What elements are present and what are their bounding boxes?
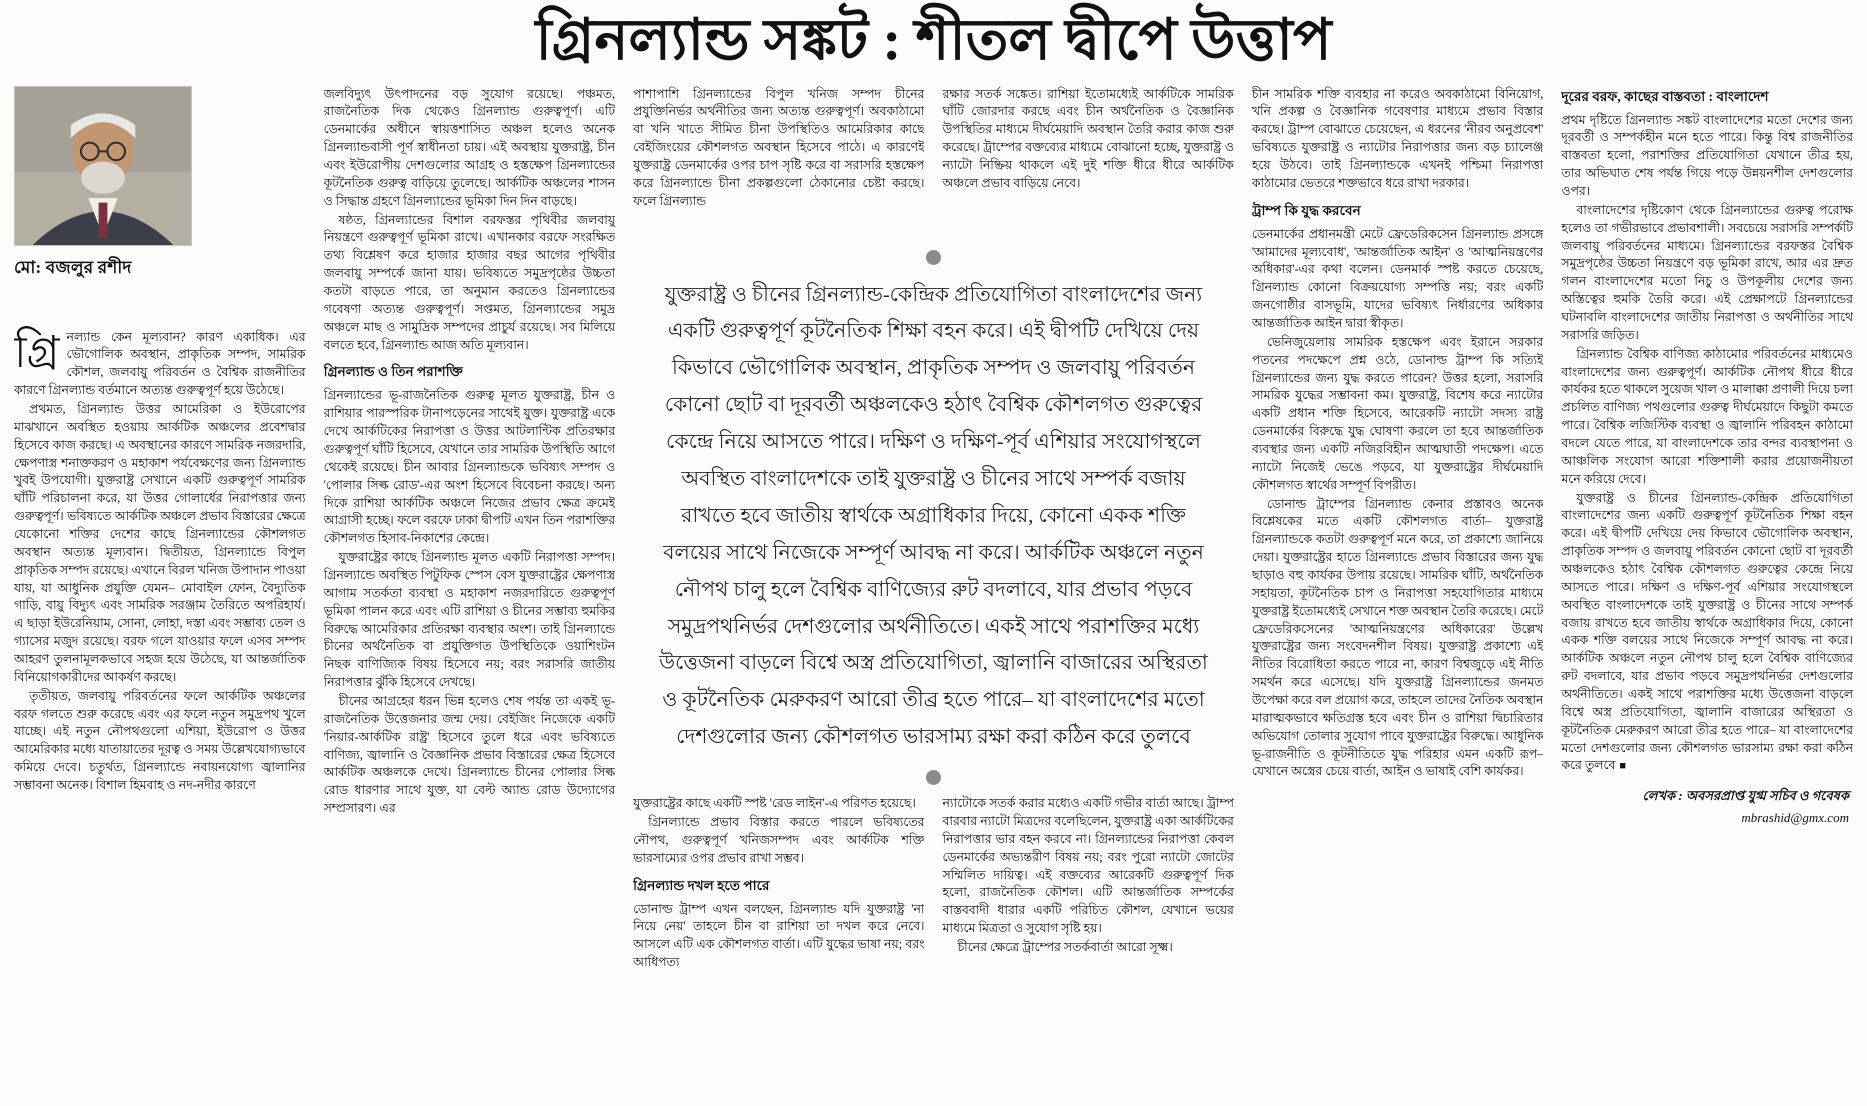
- paragraph: তৃতীয়ত, জলবায়ু পরিবর্তনের ফলে আর্কটিক অঞ্চলের বরফ গলতে শুরু করেছে এবং এর ফলে নতুন সমুদ্রপথ খুলে যাচ্ছে। এই নতুন নৌপথগুলো এশিয়া, ইউরোপ ও উত্তর আমেরিকার মধ্যে যাতায়াতের দূরত্ব ও সময় উল্লেখযোগ্যভাবে কমিয়ে দেবে। চতুর্থত, গ্রিনল্যান্ডে নবায়নযোগ্য জ্বালানির সম্ভাবনা অনেক। বিশাল হিমবাহ ও নদ-নদীর কারণে: [14, 688, 306, 793]
- column-2: [324, 86, 616, 1084]
- paragraph: বাংলাদেশের দৃষ্টিকোণ থেকে গ্রিনল্যান্ডের গুরুত্ব পরোক্ষ হলেও তা গভীরভাবে প্রভাবশালী। সবচেয়ে সরাসরি সম্পর্কটি জলবায়ু পরিবর্তনের মাধ্যমে। গ্রিনল্যান্ডের বরফস্তর বৈশ্বিক সমুদ্রপৃষ্ঠের উচ্চতা নিয়ন্ত্রণে বড় ভূমিকা রাখে, আর এর দ্রুত গলন বাংলাদেশের মতো নিচু ও উপকূলীয় দেশের জন্য অস্তিত্বের হুমকি তৈরি করে। এই প্রেক্ষাপটে গ্রিনল্যান্ডের ঘটনাবলি বাংলাদেশের জাতীয় নিরাপত্তা ও অর্থনীতির সাথে সরাসরি জড়িত।: [1561, 202, 1853, 342]
- paragraph: ডোনাল্ড ট্রাম্পের গ্রিনল্যান্ড কেনার প্রস্তাবও অনেক বিশ্লেষকের মতে একটি কৌশলগত বার্তা– যুক্তরাষ্ট্র গ্রিনল্যান্ডকে কতটা গুরুত্বপূর্ণ মনে করে, তা প্রকাশ্যে জানিয়ে দেয়া। যুক্তরাষ্ট্রের হাতে গ্রিনল্যান্ডে প্রভাব বিস্তারের জন্য যুদ্ধ ছাড়াও বহু কার্যকর উপায় রয়েছে। সামরিক ঘাঁটি, অর্থনৈতিক সহায়তা, কূটনৈতিক চাপ ও নিরাপত্তা সহযোগিতার মাধ্যমে যুক্তরাষ্ট্র ইতোমধ্যেই সেখানে শক্ত অবস্থান তৈরি করেছে। মেটে ফ্রেডেরিকসেনের 'আত্মনিয়ন্ত্রণের অধিকারের' উল্লেখ যুক্তরাষ্ট্রের জন্য সংবেদনশীল বিষয়। যুক্তরাষ্ট্র প্রকাশ্যে এই নীতির বিরোধিতা করতে পারে না, কারণ বিশ্বজুড়ে এই নীতি সমর্থন করে এসেছে। যদি যুক্তরাষ্ট্র গ্রিনল্যান্ডের জনমত উপেক্ষা করে বল প্রয়োগ করে, তাহলে তাদের নৈতিক অবস্থান মারাত্মকভাবে ক্ষতিগ্রস্ত হবে এবং চীন ও রাশিয়া দ্বিচারিতার অভিযোগ তোলার সুযোগ পাবে যুক্তরাষ্ট্রের বিরুদ্ধে। আধুনিক ভূ-রাজনীতি ও কূটনীতিতে যুদ্ধ পরিহার এমন একটি রূপ– যেখানে অস্ত্রের চেয়ে বার্তা, আইন ও ভাষাই বেশি কার্যকর।: [1251, 496, 1544, 779]
- column-6: [1561, 86, 1853, 1084]
- article-headline: গ্রিনল্যান্ড সঙ্কট : শীতল দ্বীপে উত্তাপ: [535, 9, 1332, 72]
- paragraph: প্রথম দৃষ্টিতে গ্রিনল্যান্ড সঙ্কট বাংলাদেশের মতো দেশের জন্য দূরবর্তী ও সম্পর্কহীন মনে হতে পারে। কিন্তু বিশ্ব রাজনীতির বাস্তবতা হলো, পরাশক্তির প্রতিযোগিতা যেখানে তীব্র হয়, তার অভিঘাত শেষ পর্যন্ত গিয়ে পড়ে উন্নয়নশীল দেশগুলোর ওপর।: [1561, 112, 1853, 198]
- subhead-bangladesh: দূরের বরফ, কাছের বাস্তবতা : বাংলাদেশ: [1561, 88, 1769, 104]
- quote-bottom-dot: [926, 770, 941, 785]
- paragraph: চীন সামরিক শক্তি ব্যবহার না করেও অবকাঠামো বিনিয়োগ, খনি প্রকল্প ও বৈজ্ঞানিক গবেষণার মাধ্যমে প্রভাব বিস্তার করছে। ট্রাম্প বোঝাতে চেয়েছেন, এ ধরনের 'নীরব অনুপ্রবেশ' ভবিষ্যতে যুক্তরাষ্ট্র ও ন্যাটোর নিরাপত্তার জন্য বড় চ্যালেঞ্জ হয়ে উঠবে। তাই গ্রিনল্যান্ডকে এখনই পশ্চিমা নিরাপত্তা কাঠামোর ভেতরে শক্তভাবে ধরে রাখা দরকার।: [1251, 86, 1544, 190]
- paragraph: গ্রিনল্যান্ডে প্রভাব বিস্তার করতে পারলে ভবিষ্যতের নৌপথ, গুরুত্বপূর্ণ খনিজসম্পদ এবং আর্কটিক শক্তি ভারসাম্যের ওপর প্রভাব রাখা সম্ভব।: [633, 814, 925, 865]
- column-3-bottom: [633, 795, 924, 1083]
- paragraph: ন্যাটোকে সতর্ক করার মধ্যেও একটি গভীর বার্তা আছে। ট্রাম্প বারবার ন্যাটো মিত্রদের বলেছিলেন, যুক্তরাষ্ট্র একা আর্কটিকের নিরাপত্তার ভার বহন করবে না। গ্রিনল্যান্ডের নিরাপত্তা কেবল ডেনমার্কের অভ্যন্তরীণ বিষয় নয়; বরং পুরো ন্যাটো জোটের সম্মিলিত দায়িত্ব। এই বক্তব্যের আরেকটি গুরুত্বপূর্ণ দিক হলো, রাজনৈতিক কৌশল। এটি আন্তর্জাতিক সম্পর্কের বাস্তববাদী ধারার একটি পরিচিত কৌশল, যেখানে ভয়ের মাধ্যমে মিত্রতা ও সুযোগ সৃষ্টি হয়।: [942, 796, 1234, 936]
- article-columns: [14, 86, 1853, 1084]
- paragraph: গ্রিনল্যান্ড বৈশ্বিক বাণিজ্য কাঠামোর পরিবর্তনের মাধ্যমেও বাংলাদেশের জন্য গুরুত্বপূর্ণ। আর্কটিক নৌপথ ধীরে ধীরে কার্যকর হতে থাকলে সুয়েজ খাল ও মালাক্কা প্রণালী দিয়ে চলা প্রচলিত বাণিজ্য পথগুলোর গুরুত্ব দীর্ঘমেয়াদে কিছুটা কমতে পারে। বৈশ্বিক লজিস্টিক ব্যবস্থা ও জ্বালানি পরিবহন কাঠামো বদলে যেতে পারে, যা বাংলাদেশকে তার বন্দর ব্যবস্থাপনা ও আঞ্চলিক সংযোগ আরো শক্তিশালী করার প্রয়োজনীয়তা মনে করিয়ে দেবে।: [1561, 346, 1853, 486]
- author-credit: [1561, 787, 1853, 826]
- paragraph: চীনের আগ্রহের ধরন ভিন্ন হলেও শেষ পর্যন্ত তা একই ভূ-রাজনৈতিক উত্তেজনার জন্ম দেয়। বেইজিং নিজেকে একটি 'নিয়ার-আর্কটিক রাষ্ট্র' হিসেবে তুলে ধরে এবং ভবিষ্যতে বাণিজ্য, জ্বালানি ও বৈজ্ঞানিক প্রভাব বিস্তারের ক্ষেত্র হিসেবে আর্কটিক অঞ্চলকে দেখে। গ্রিনল্যান্ডে চীনের পোলার সিল্ক রোড ধারণার সাথে যুক্ত, যা বেল্ট অ্যান্ড রোড উদ্যোগের সম্প্রসারণ। এর: [323, 694, 616, 816]
- column-3-4-block: [633, 86, 1234, 1084]
- mid-top-row: [633, 86, 1234, 238]
- paragraph: [1561, 490, 1853, 776]
- paragraph: প্রথমত, গ্রিনল্যান্ড উত্তর আমেরিকা ও ইউরোপের মাঝখানে অবস্থিত হওয়ায় আর্কটিক অঞ্চলের প্রবেশদ্বার হিসেবে কাজ করছে। এ অবস্থানের কারণে সামরিক নজরদারি, ক্ষেপণাস্ত্র শনাক্তকরণ ও মহাকাশ পর্যবেক্ষণের জন্য গ্রিনল্যান্ড খুবই উপযোগী। যুক্তরাষ্ট্র সেখানে একটি গুরুত্বপূর্ণ সামরিক ঘাঁটি পরিচালনা করে, যা উত্তর গোলার্ধের নিরাপত্তার জন্য গুরুত্বপূর্ণ। ভবিষ্যতে আর্কটিক অঞ্চলে প্রভাব বিস্তারের ক্ষেত্রে যেকোনো শক্তির দেশের কাছে গ্রিনল্যান্ডের কৌশলগত অবস্থান অত্যন্ত মূল্যবান। দ্বিতীয়ত, গ্রিনল্যান্ডে বিপুল প্রাকৃতিক সম্পদ রয়েছে। এখানে বিরল খনিজ উপাদান পাওয়া যায়, যা আধুনিক প্রযুক্তি যেমন– মোবাইল ফোন, বৈদ্যুতিক গাড়ি, বায়ু বিদ্যুৎ এবং সামরিক সরঞ্জাম তৈরিতে অপরিহার্য। এ ছাড়া ইউরেনিয়াম, সোনা, লোহা, দস্তা এবং সম্ভাব্য তেল ও গ্যাসের মজুদ রয়েছে। বরফ গলে যাওয়ার ফলে এসব সম্পদ আহরণ তুলনামূলকভাবে সহজ হয়ে উঠেছে, যা আন্তর্জাতিক বিনিয়োগকারীদের আকর্ষণ করছে।: [14, 401, 306, 684]
- author-photo: [14, 86, 192, 246]
- subhead-occupation: গ্রিনল্যান্ড দখল হতে পারে: [633, 877, 770, 893]
- paragraph-text: নল্যান্ড কেন মূল্যবান? কারণ একাধিক। এর ভৌগোলিক অবস্থান, প্রাকৃতিক সম্পদ, সামরিক কৌশল, জলবায়ু পরিবর্তন ও বৈশ্বিক রাজনীতির কারণে গ্রিনল্যান্ড বর্তমানে অত্যন্ত গুরুত্বপূর্ণ হয়ে উঠেছে।: [14, 329, 306, 398]
- column-5: [1252, 86, 1544, 1084]
- end-mark: ■: [1619, 760, 1627, 773]
- paragraph-text: যুক্তরাষ্ট্র ও চীনের গ্রিনল্যান্ড-কেন্দ্রিক প্রতিযোগিতা বাংলাদেশের জন্য একটি গুরুত্বপূর্ণ কূটনৈতিক শিক্ষা বহন করে। এই দ্বীপটি দেখিয়ে দেয় কিভাবে ভৌগোলিক অবস্থান, প্রাকৃতিক সম্পদ ও জলবায়ু পরিবর্তন কোনো ছোট বা দূরবর্তী অঞ্চলকেও হঠাৎ বৈশ্বিক কৌশলগত গুরুত্বের কেন্দ্রে নিয়ে আসতে পারে। দক্ষিণ ও দক্ষিণ-পূর্ব এশিয়ার সংযোগস্থলে অবস্থিত বাংলাদেশকে তাই যুক্তরাষ্ট্র ও চীনের সাথে সম্পর্ক বজায় রাখতে হবে জাতীয় স্বার্থকে অগ্রাধিকার দিয়ে, কোনো একক শক্তি বলয়ের সাথে নিজেকে সম্পূর্ণ আবদ্ধ না করে। আর্কটিক অঞ্চলে নতুন নৌপথ চালু হলে বৈশ্বিক বাণিজ্যের রুট বদলাবে, যার প্রভাব পড়বে সমুদ্রপথনির্ভর দেশগুলোর অর্থনীতিতে। একই সাথে পরাশক্তির মধ্যে উত্তেজনা বাড়লে বিশ্বে অস্ত্র প্রতিযোগিতা, জ্বালানি বাজারের অস্থিরতা ও কূটনৈতিক মেরুকরণ আরো তীব্র হতে পারে– যা বাংলাদেশের মতো দেশগুলোর জন্য কৌশলগত ভারসাম্য রক্ষা করা কঠিন করে তুলবে: [1561, 490, 1853, 773]
- pull-quote-text: যুক্তরাষ্ট্র ও চীনের গ্রিনল্যান্ড-কেন্দ্রিক প্রতিযোগিতা বাংলাদেশের জন্য একটি গুরুত্বপূর্ণ কূটনৈতিক শিক্ষা বহন করে। এই দ্বীপটি দেখিয়ে দেয় কিভাবে ভৌগোলিক অবস্থান, প্রাকৃতিক সম্পদ ও জলবায়ু পরিবর্তন কোনো ছোট বা দূরবর্তী অঞ্চলকেও হঠাৎ বৈশ্বিক কৌশলগত গুরুত্বের কেন্দ্রে নিয়ে আসতে পারে। দক্ষিণ ও দক্ষিণ-পূর্ব এশিয়ার সংযোগস্থলে অবস্থিত বাংলাদেশকে তাই যুক্তরাষ্ট্র ও চীনের সাথে সম্পর্ক বজায় রাখতে হবে জাতীয় স্বার্থকে অগ্রাধিকার দিয়ে, কোনো একক শক্তি বলয়ের সাথে নিজেকে সম্পূর্ণ আবদ্ধ না করে। আর্কটিক অঞ্চলে নতুন নৌপথ চালু হলে বৈশ্বিক বাণিজ্যের রুট বদলাবে, যার প্রভাব পড়বে সমুদ্রপথনির্ভর দেশগুলোর অর্থনীতিতে। একই সাথে পরাশক্তির মধ্যে উত্তেজনা বাড়লে বিশ্বে অস্ত্র প্রতিযোগিতা, জ্বালানি বাজারের অস্থিরতা ও কূটনৈতিক মেরুকরণ আরো তীব্র হতে পারে– যা বাংলাদেশের মতো দেশগুলোর জন্য কৌশলগত ভারসাম্য রক্ষা করা কঠিন করে তুলবে: [659, 283, 1208, 749]
- mid-bottom-row: [633, 795, 1234, 1083]
- credit-email: mbrashid@gmx.com: [1741, 810, 1849, 826]
- author-name: মো: বজলুর রশীদ: [14, 257, 132, 277]
- quote-top-dot: [926, 250, 941, 265]
- paragraph: যুক্তরাষ্ট্রের কাছে একটি স্পষ্ট 'রেড লাইন'-এ পরিণত হয়েছে।: [633, 796, 916, 811]
- paragraph: পাশাপাশি গ্রিনল্যান্ডের বিপুল খনিজ সম্পদ চীনের প্রযুক্তিনির্ভর অর্থনীতির জন্য অত্যন্ত গুরুত্বপূর্ণ। অবকাঠামো বা খনি খাতে সীমিত চীনা উপস্থিতিও আমেরিকার কাছে বেইজিংয়ের কৌশলগত অবস্থান হিসেবে পাঠে। এ কারণেই যুক্তরাষ্ট্র ডেনমার্কের ওপর চাপ সৃষ্টি করে বা সরাসরি হস্তক্ষেপ করে গ্রিনল্যান্ডে চীনা প্রকল্পগুলো ঠেকানোর চেষ্টা করছে। ফলে গ্রিনল্যান্ড: [633, 86, 925, 208]
- paragraph: চীনের ক্ষেত্রে ট্রাম্পের সতর্কবার্তা আরো সূক্ষ্ম।: [957, 940, 1173, 954]
- credit-label: লেখক : অবসরপ্রাপ্ত যুগ্ম সচিব ও গবেষক: [1642, 788, 1849, 804]
- paragraph: ডেনমার্কের প্রধানমন্ত্রী মেটে ফ্রেডেরিকসেন গ্রিনল্যান্ড প্রসঙ্গে 'আমাদের মূল্যবোধ', 'আন্তর্জাতিক আইন' ও 'আত্মনিয়ন্ত্রণের অধিকার'-এর কথা বলেন। ডেনমার্ক স্পষ্ট করতে চেয়েছে, গ্রিনল্যান্ড কোনো বিক্রয়যোগ্য সম্পত্তি নয়; বরং একটি জনগোষ্ঠীর বাসভূমি, যাদের ভবিষ্যৎ নির্ধারণের অধিকার আন্তর্জাতিক আইন দ্বারা স্বীকৃত।: [1251, 226, 1544, 330]
- paragraph: ভেনিজুয়েলায় সামরিক হস্তক্ষেপ এবং ইরানে সরকার পতনের পদক্ষেপে প্রশ্ন ওঠে, ডোনাল্ড ট্রাম্প কি সত্যিই গ্রিনল্যান্ডের জন্য যুদ্ধ করতে পারেন? উত্তর হলো, সরাসরি সামরিক যুদ্ধের সম্ভাবনা কম। যুক্তরাষ্ট্র, বিশেষ করে ন্যাটোর একটি প্রধান শক্তি হিসেবে, আরেকটি ন্যাটো সদস্য রাষ্ট্র ডেনমার্কের বিরুদ্ধে যুদ্ধ ঘোষণা করলে তা হবে আন্তর্জাতিক ব্যবস্থার জন্য একটি নজিরবিহীন আত্মঘাতী পদক্ষেপ। এতে ন্যাটো নিজেই ভেঙে পড়বে, যা যুক্তরাষ্ট্রের দীর্ঘমেয়াদি কৌশলগত স্বার্থের সম্পূর্ণ বিপরীত।: [1251, 334, 1544, 492]
- subhead-three-superpowers: গ্রিনল্যান্ড ও তিন পরাশক্তি: [323, 364, 463, 380]
- paragraph: ষষ্ঠত, গ্রিনল্যান্ডের বিশাল বরফস্তর পৃথিবীর জলবায়ু নিয়ন্ত্রণে গুরুত্বপূর্ণ ভূমিকা রাখে। এখানকার বরফে সংরক্ষিত তথ্য বিশ্লেষণ করে হাজার হাজার বছর আগের পৃথিবীর জলবায়ু সম্পর্কে জানা যায়। ভবিষ্যতে সমুদ্রপৃষ্ঠের উচ্চতা কতটা বাড়তে পারে, তা অনুমান করতেও গ্রিনল্যান্ডের গবেষণা অত্যন্ত গুরুত্বপূর্ণ। সপ্তমত, গ্রিনল্যান্ডের সমুদ্র অঞ্চলে মাছ ও সামুদ্রিক সম্পদের প্রাচুর্য রয়েছে। সব মিলিয়ে বলতে হবে, গ্রিনল্যান্ড আজ অতি মূল্যবান।: [323, 212, 616, 352]
- subhead-trump-war: ট্রাম্প কি যুদ্ধ করবেন: [1251, 202, 1361, 218]
- drop-cap: গ্রি: [14, 327, 60, 377]
- column-1: [14, 86, 306, 1084]
- paragraph: ডোনাল্ড ট্রাম্প এখন বলছেন, গ্রিনল্যান্ড যদি যুক্তরাষ্ট্র 'না নিয়ে নেয়' তাহলে চীন বা রাশিয়া তা দখল করে নেবে। আসলে এটি এক কৌশলগত বার্তা। এটি যুদ্ধের ভাষা নয়; বরং আধিপত্য: [633, 901, 925, 970]
- column-4-top: [942, 86, 1233, 238]
- column-4-bottom: [942, 795, 1233, 1083]
- paragraph: [14, 329, 306, 400]
- pull-quote-block: [633, 238, 1234, 796]
- paragraph: গ্রিনল্যান্ডের ভূ-রাজনৈতিক গুরুত্ব মূলত যুক্তরাষ্ট্র, চীন ও রাশিয়ার পারস্পরিক টানাপড়েনের সাথেই যুক্ত। যুক্তরাষ্ট্র একে দেখে আর্কটিকের নিরাপত্তা ও উত্তর আটলান্টিক প্রতিরক্ষার গুরুত্বপূর্ণ ঘাঁটি হিসেবে, যেখানে তার সামরিক উপস্থিতি আগে থেকেই রয়েছে। চীন আবার গ্রিনল্যান্ডকে ভবিষ্যৎ সম্পদ ও 'পোলার সিল্ক রোড'-এর অংশ হিসেবে বিবেচনা করছে। অন্য দিকে রাশিয়া আর্কটিক অঞ্চলে নিজের প্রভাব ক্ষেত্র ক্রমেই আগ্রাসী হচ্ছে। ফলে বরফে ঢাকা দ্বীপটি এখন তিন পরাশক্তির কৌশলগত হিসাব-নিকাশের কেন্দ্রে।: [323, 388, 616, 546]
- column-3-top: [633, 86, 924, 238]
- paragraph: যুক্তরাষ্ট্রের কাছে গ্রিনল্যান্ড মূলত একটি নিরাপত্তা সম্পদ। গ্রিনল্যান্ডে অবস্থিত পিটুফিক স্পেস বেস যুক্তরাষ্ট্রের ক্ষেপণাস্ত্র আগাম সতর্কতা ব্যবস্থা ও মহাকাশ নজরদারিতে গুরুত্বপূর্ণ ভূমিকা পালন করে এবং এটি রাশিয়া ও চীনের সম্ভাব্য হুমকির বিরুদ্ধে আমেরিকার প্রতিরক্ষা ব্যবস্থার অংশ। তাই গ্রিনল্যান্ডে চীনের অর্থনৈতিক বা প্রযুক্তিগত উপস্থিতিকে ওয়াশিংটন নিছক বাণিজ্যিক বিষয় হিসেবে নয়; বরং সরাসরি জাতীয় নিরাপত্তার ঝুঁকি হিসেবে দেখছে।: [323, 550, 616, 690]
- paragraph: রক্ষার সতর্ক সঙ্কেত। রাশিয়া ইতোমধ্যেই আর্কটিকে সামরিক ঘাঁটি জোরদার করছে এবং চীন অর্থনৈতিক ও বৈজ্ঞানিক উপস্থিতির মাধ্যমে দীর্ঘমেয়াদি অবস্থান তৈরি করার কাজ শুরু করেছে। ট্রাম্পের বক্তব্যের মাধ্যমে বোঝানো হচ্ছে, যুক্তরাষ্ট্র ও ন্যাটো নিষ্ক্রিয় থাকলে এই দুই শক্তি ধীরে ধীরে আর্কটিক অঞ্চলে প্রভাব বাড়িয়ে নেবে।: [942, 86, 1234, 190]
- author-box: [14, 86, 306, 283]
- paragraph: জলবিদ্যুৎ উৎপাদনের বড় সুযোগ রয়েছে। পঞ্চমত, রাজনৈতিক দিক থেকেও গ্রিনল্যান্ড গুরুত্বপূর্ণ। এটি ডেনমার্কের অধীনে স্বায়ত্তশাসিত অঞ্চল হলেও অনেক গ্রিনল্যান্ডবাসী পূর্ণ স্বাধীনতা চায়। এই অবস্থায় যুক্তরাষ্ট্র, চীন এবং ইউরোপীয় দেশগুলোর আগ্রহ ও হস্তক্ষেপ গ্রিনল্যান্ডের কূটনৈতিক গুরুত্ব বাড়িয়ে তুলেছে। আর্কটিক অঞ্চলের শাসন ও সিদ্ধান্ত গ্রহণে গ্রিনল্যান্ডের ভূমিকা দিন দিন বাড়ছে।: [323, 86, 616, 208]
